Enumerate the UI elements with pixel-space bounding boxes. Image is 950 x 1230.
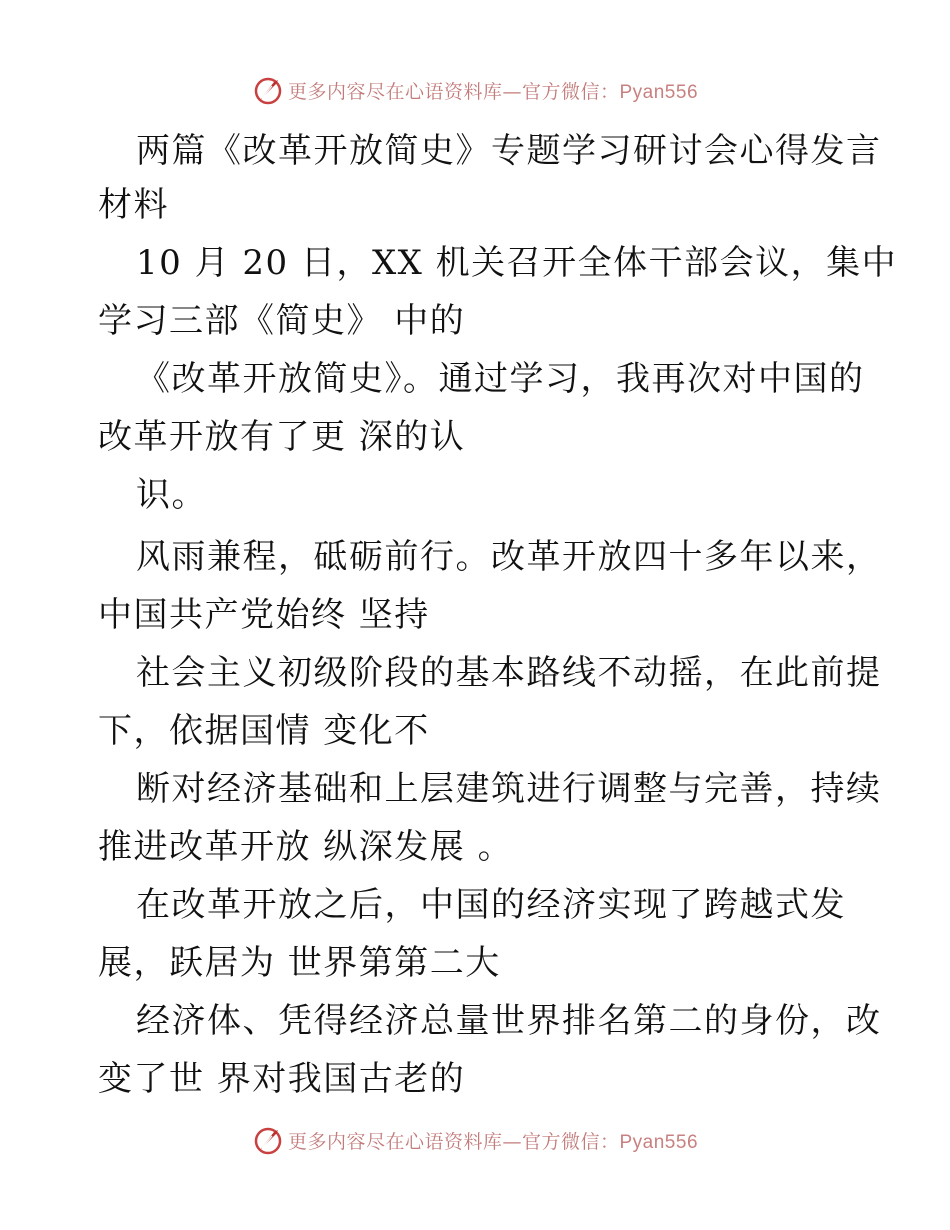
paragraph-line: 经济体、凭得经济总量世界排名第二的身份，改 (136, 1001, 882, 1041)
paragraph-line: 在改革开放之后，中国的经济实现了跨越式发 (136, 885, 846, 925)
paragraph-line: 展，跃居为 世界第第二大 (98, 943, 501, 983)
header-banner-cn: 更多内容尽在心语资料库—官方微信： (287, 80, 620, 103)
paragraph-line: 断对经济基础和上层建筑进行调整与完善，持续 (136, 769, 882, 809)
paragraph-line: 改革开放有了更 深的认 (98, 417, 466, 457)
paragraph-line: 下，依据国情 变化不 (98, 711, 430, 751)
footer-banner-wechat-id: Pyan556 (619, 1131, 699, 1153)
header-banner-wechat-id: Pyan556 (619, 81, 699, 103)
header-banner-text (288, 77, 698, 104)
paragraph-line: 社会主义初级阶段的基本路线不动摇，在此前提 (136, 653, 882, 693)
doc-title-line-1: 两篇《改革开放简史》专题学习研讨会心得发言 (136, 131, 882, 171)
doc-title-line-2: 材料 (98, 185, 169, 225)
quill-logo-icon (252, 1124, 284, 1156)
document-body (98, 124, 898, 1106)
footer-banner (0, 1122, 950, 1158)
paragraph-line: 中国共产党始终 坚持 (98, 595, 430, 635)
paragraph-line: 推进改革开放 纵深发展 。 (98, 827, 514, 867)
paragraph-line: 10 月 20 日，XX 机关召开全体干部会议，集中 (136, 243, 898, 283)
footer-banner-text (288, 1127, 698, 1154)
footer-banner-cn: 更多内容尽在心语资料库—官方微信： (287, 1130, 620, 1153)
paragraph-line: 学习三部《简史》 中的 (98, 301, 466, 341)
header-banner (0, 72, 950, 108)
paragraph-line: 《改革开放简史》。通过学习，我再次对中国的 (136, 359, 865, 399)
paragraph-line: 风雨兼程，砥砺前行。改革开放四十多年以来， (136, 537, 882, 577)
paragraph-line: 识。 (136, 475, 207, 515)
paragraph-line: 变了世 界对我国古老的 (98, 1059, 466, 1099)
quill-logo-icon (252, 74, 284, 106)
